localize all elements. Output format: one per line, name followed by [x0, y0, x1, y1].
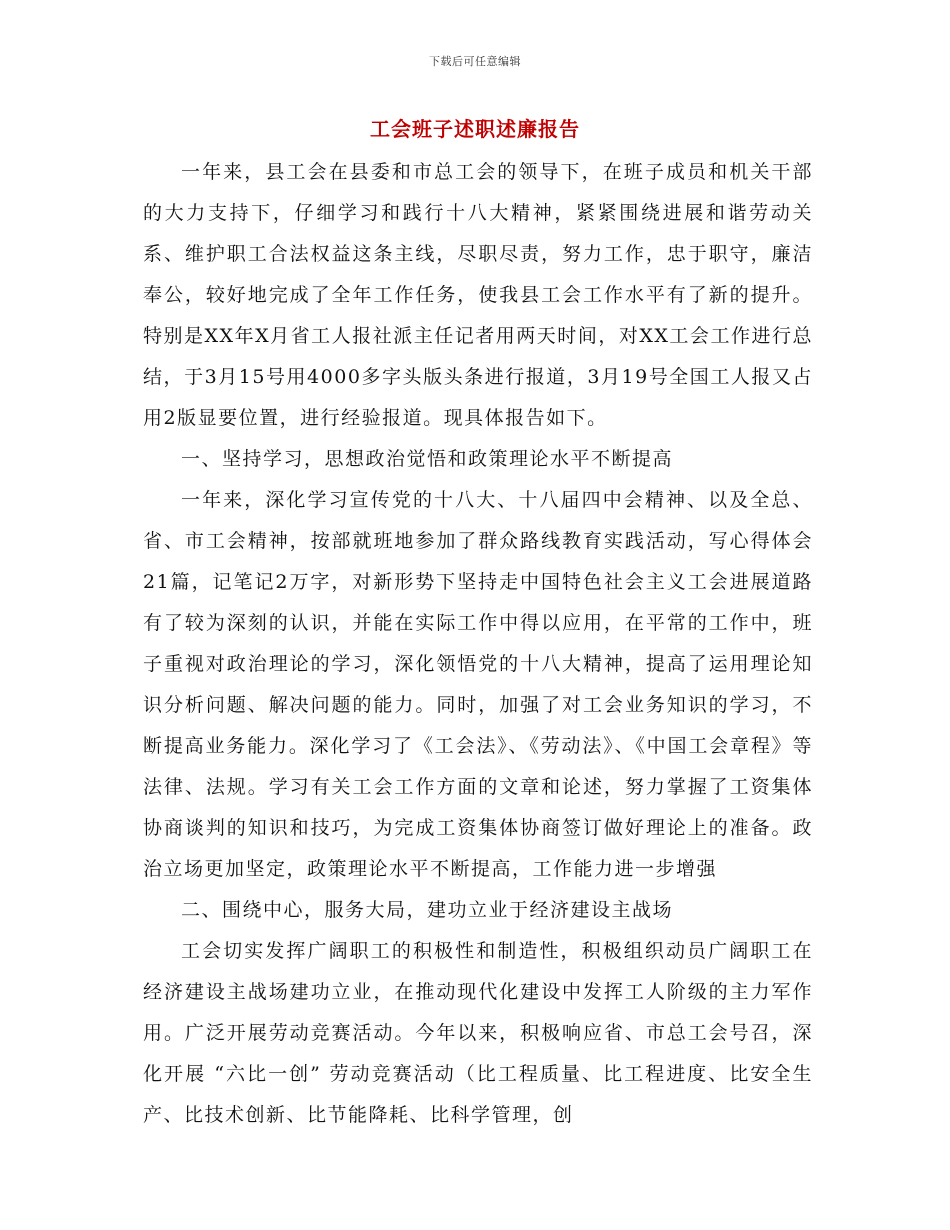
document-title: 工会班子述职述廉报告: [370, 117, 580, 141]
section-heading-2: 二、围绕中心，服务大局，建功立业于经济建设主战场: [181, 899, 674, 921]
document-body: [143, 152, 813, 1136]
section-heading-1: 一、坚持学习，思想政治觉悟和政策理论水平不断提高: [181, 448, 674, 470]
body-paragraph-study: 一年来，深化学习宣传党的十八大、十八届四中会精神、以及全总、省、市工会精神，按部就班地参加了群众路线教育实践活动，写心得体会21篇，记笔记2万字，对新形势下坚持走中国特色社会主义工会进展道路有了较为深刻的认识，并能在实际工作中得以应用，在平常的工作中，班子重视对政治理论的学习，深化领悟党的十八大精神，提高了运用理论知识分析问题、解决问题的能力。同时，加强了对工会业务知识的学习，不断提高业务能力。深化学习了《工会法》、《劳动法》、《中国工会章程》等法律、法规。学习有关工会工作方面的文章和论述，努力掌握了工资集体协商谈判的知识和技巧，为完成工资集体协商签订做好理论上的准备。政治立场更加坚定，政策理论水平不断提高，工作能力进一步增强: [143, 489, 813, 880]
header-note: 下载后可任意编辑: [429, 55, 521, 68]
body-paragraph-intro: 一年来，县工会在县委和市总工会的领导下，在班子成员和机关干部的大力支持下，仔细学习和践行十八大精神，紧紧围绕进展和谐劳动关系、维护职工合法权益这条主线，尽职尽责，努力工作，忠于职守，廉洁奉公，较好地完成了全年工作任务，使我县工会工作水平有了新的提升。特别是XX年X月省工人报社派主任记者用两天时间，对XX工会工作进行总结，于3月15号用4000多字头版头条进行报道，3月19号全国工人报又占用2版显要位置，进行经验报道。现具体报告如下。: [143, 161, 813, 429]
body-paragraph-economy: 工会切实发挥广阔职工的积极性和制造性，积极组织动员广阔职工在经济建设主战场建功立业，在推动现代化建设中发挥工人阶级的主力军作用。广泛开展劳动竞赛活动。今年以来，积极响应省、市总工会号召，深化开展 “六比一创” 劳动竞赛活动（比工程质量、比工程进度、比安全生产、比技术创新、比节能降耗、比科学管理，创: [143, 940, 813, 1126]
